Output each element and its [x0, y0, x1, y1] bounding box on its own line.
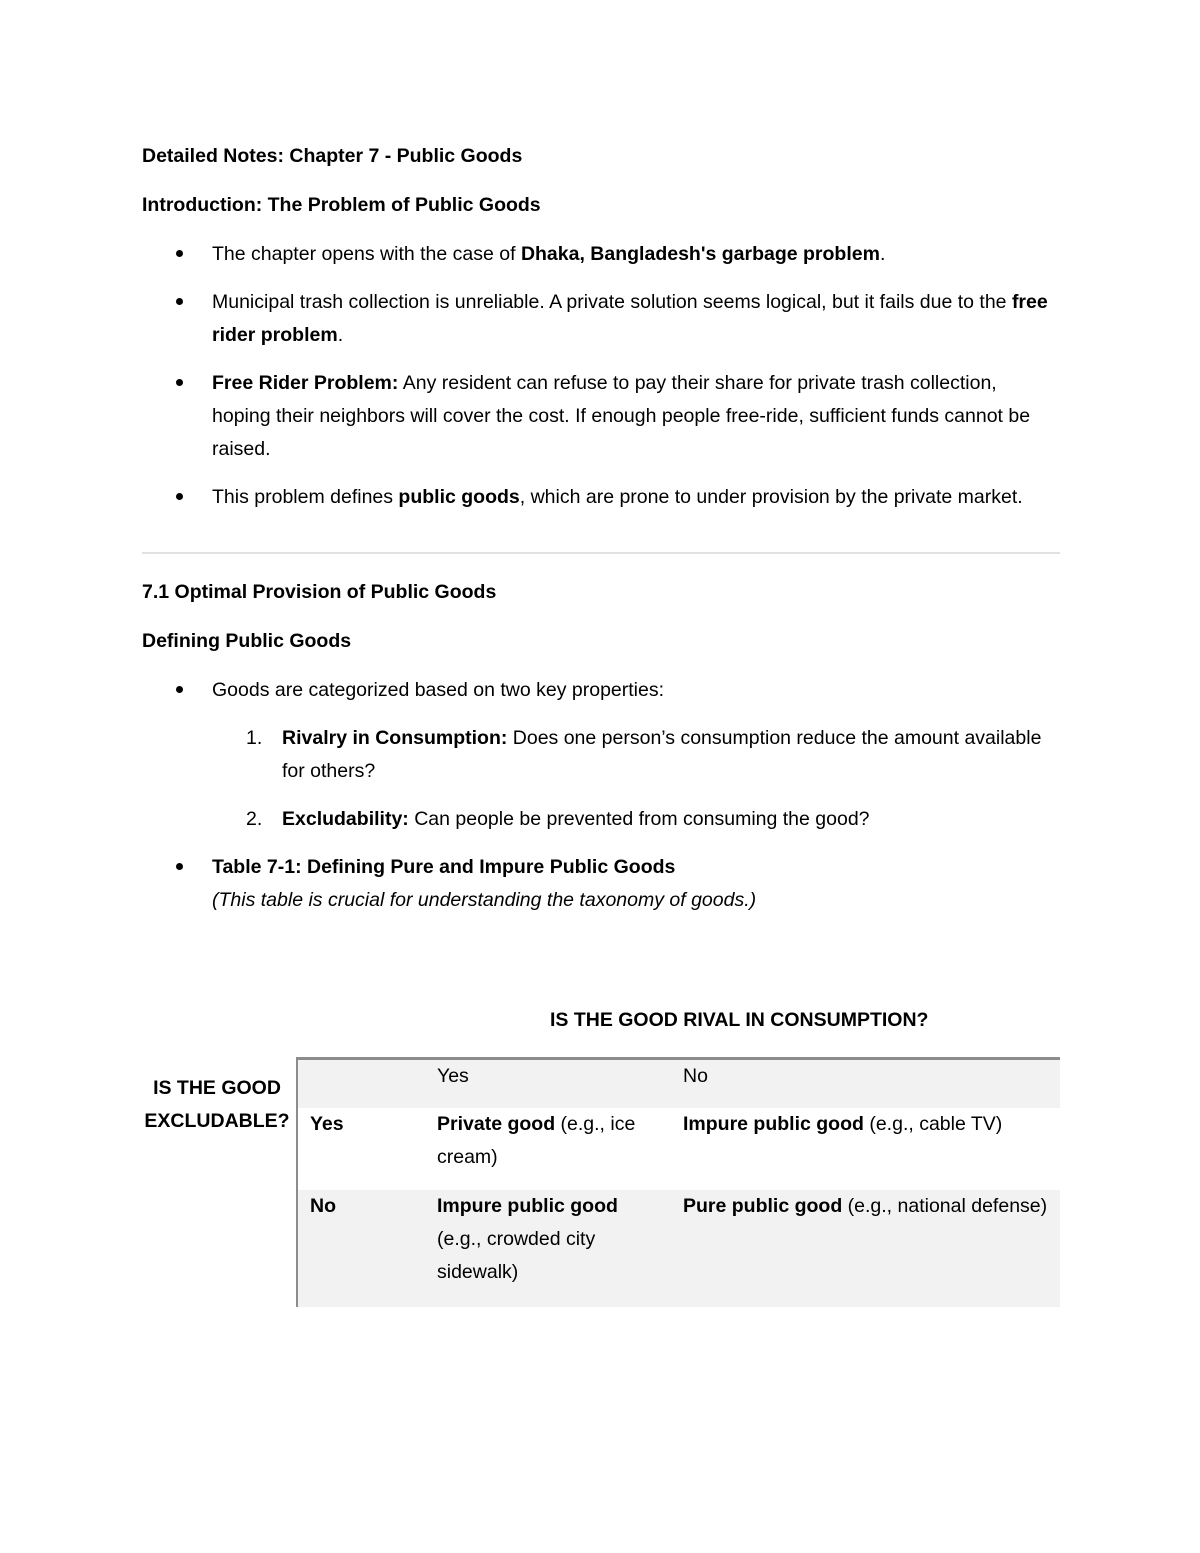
- table-row-heading: IS THE GOOD EXCLUDABLE?: [144, 1077, 290, 1132]
- document-body: [142, 140, 1060, 932]
- table-header-yes: Yes: [425, 1059, 669, 1108]
- bold-text: public goods: [398, 486, 520, 508]
- section-heading: 7.1 Optimal Provision of Public Goods: [142, 581, 497, 603]
- goods-table: [296, 1057, 1060, 1307]
- text: The chapter opens with the case of: [212, 243, 521, 265]
- table-cell: [425, 1190, 669, 1307]
- section-divider: [142, 552, 1060, 554]
- table-header-row: [297, 1059, 1060, 1108]
- table-caption: Table 7-1: Defining Pure and Impure Public Goods: [212, 856, 676, 878]
- table-row: [297, 1108, 1060, 1190]
- intro-heading: Introduction: The Problem of Public Goods: [142, 194, 541, 216]
- item-number: 2.: [246, 808, 263, 830]
- text: Any resident can refuse to pay their share for private trash collection, hoping their neighbors will cover the cost. If enough people free-ride, sufficient funds cannot be raised.: [212, 372, 1031, 460]
- table-cell-corner: [297, 1059, 425, 1108]
- text: (e.g., crowded city sidewalk): [437, 1227, 596, 1283]
- table-column-heading: IS THE GOOD RIVAL IN CONSUMPTION?: [550, 1009, 929, 1031]
- list-item: [142, 286, 1060, 352]
- numbered-list: [142, 722, 1060, 836]
- item-number: 1.: [246, 727, 263, 749]
- section-subheading: Defining Public Goods: [142, 630, 352, 652]
- row-label-no: No: [297, 1190, 425, 1307]
- section-bullet-list: [142, 674, 1060, 917]
- numbered-item: [142, 722, 1060, 788]
- text: Can people be prevented from consuming the good?: [408, 808, 870, 830]
- bold-text: Dhaka, Bangladesh's garbage problem: [520, 243, 880, 265]
- text: Municipal trash collection is unreliable. A private solution seems logical, but it fails due to the: [212, 291, 1012, 313]
- bold-text: Rivalry in Consumption:: [282, 727, 508, 749]
- text: This problem defines: [212, 486, 399, 508]
- numbered-item: [142, 803, 1060, 836]
- table-cell: [669, 1108, 1060, 1190]
- bold-text: free rider problem: [212, 291, 1048, 346]
- text: .: [337, 324, 344, 346]
- text: (e.g., ice cream): [437, 1112, 636, 1168]
- intro-bullet-list: [142, 238, 1060, 514]
- bold-text: Impure public good: [683, 1112, 864, 1135]
- list-item: [142, 851, 1060, 917]
- list-item: [142, 238, 1060, 271]
- text: (e.g., cable TV): [863, 1112, 1003, 1135]
- text: , which are prone to under provision by the private market.: [519, 486, 1023, 508]
- list-item: [142, 481, 1060, 514]
- text: Goods are categorized based on two key properties:: [212, 679, 665, 701]
- page-title: Detailed Notes: Chapter 7 - Public Goods: [142, 145, 523, 167]
- text: .: [879, 243, 886, 265]
- text: Does one person’s consumption reduce the amount available for others?: [282, 727, 1042, 782]
- table-header-no: No: [669, 1059, 1060, 1108]
- table-cell: [425, 1108, 669, 1190]
- list-item: [142, 674, 1060, 836]
- table-cell: [669, 1190, 1060, 1307]
- italic-note: (This table is crucial for understanding the taxonomy of goods.): [212, 889, 757, 911]
- list-item: [142, 367, 1060, 466]
- bold-text: Private good: [437, 1112, 556, 1135]
- row-label-yes: Yes: [297, 1108, 425, 1190]
- table-row: [297, 1190, 1060, 1307]
- text: (e.g., national defense): [842, 1194, 1048, 1217]
- bold-text: Impure public good: [437, 1194, 618, 1217]
- bold-text: Free Rider Problem:: [212, 372, 399, 394]
- bold-text: Pure public good: [683, 1194, 843, 1217]
- bold-text: Excludability:: [282, 808, 409, 830]
